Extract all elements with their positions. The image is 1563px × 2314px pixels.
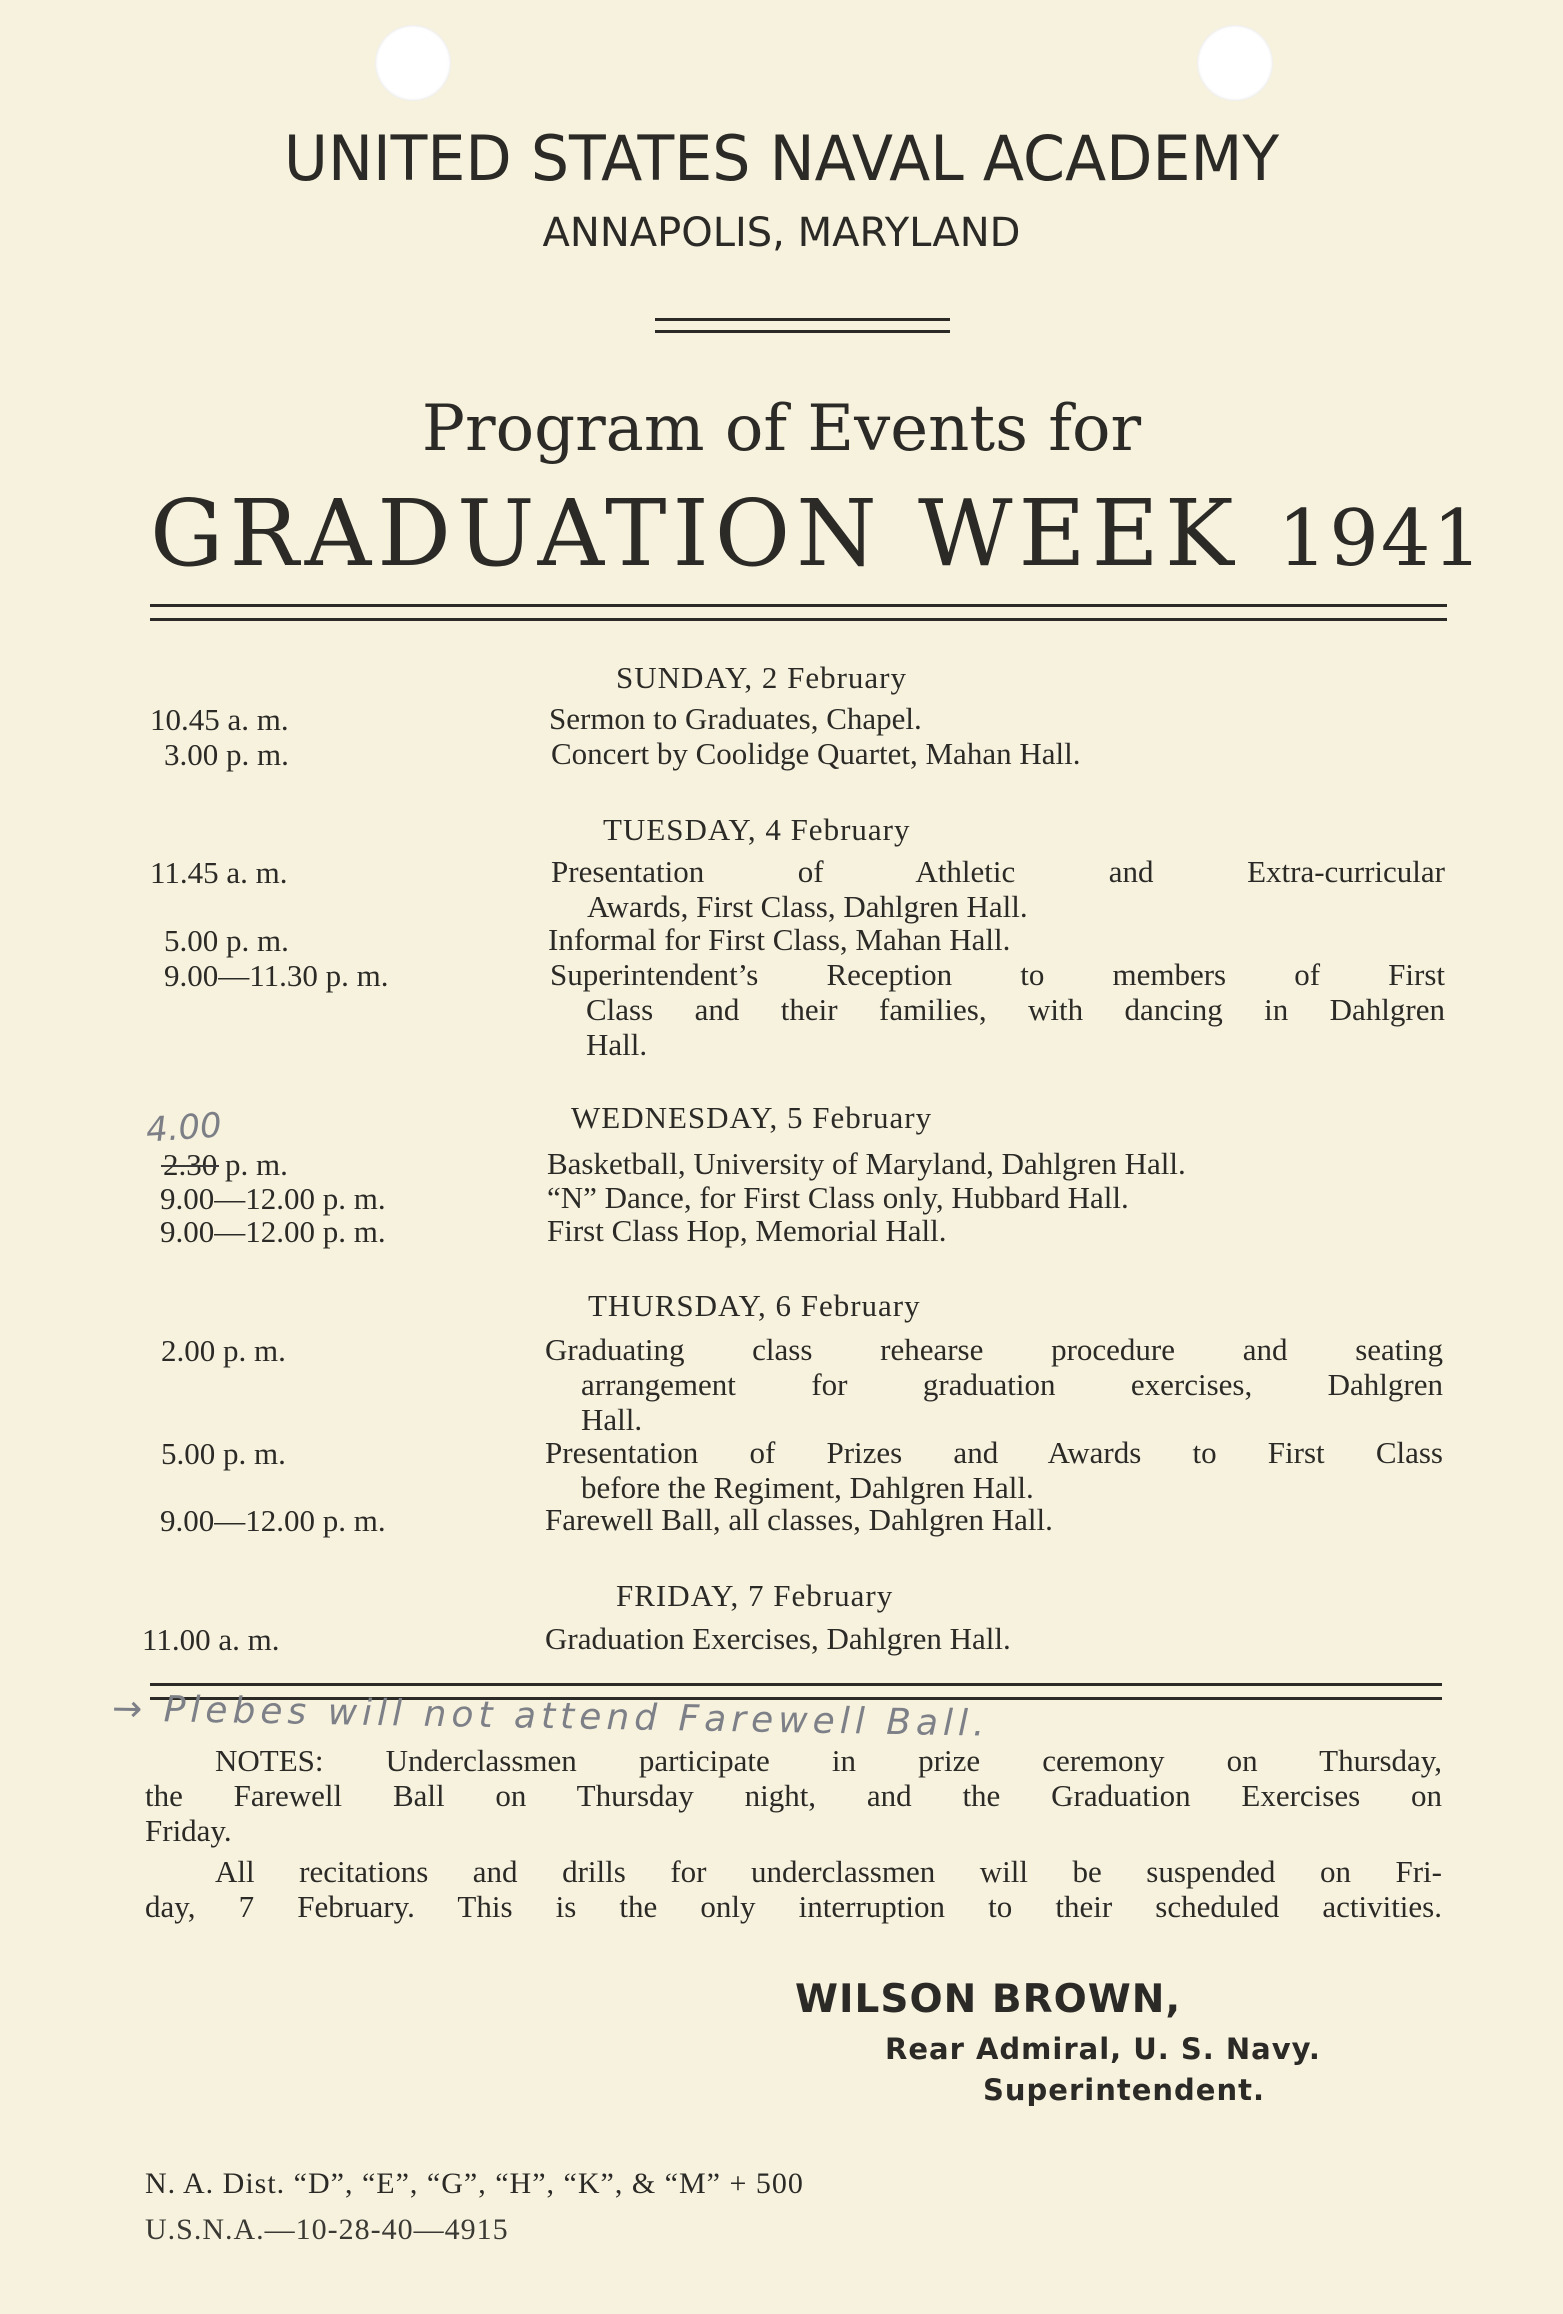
punch-hole-right — [1197, 25, 1273, 101]
event-line: arrangement for graduation exercises, Dahlgren — [581, 1367, 1443, 1402]
event-time: 9.00—12.00 p. m. — [160, 1214, 386, 1249]
time-suffix: p. m. — [217, 1147, 288, 1182]
event-time — [163, 1147, 288, 1183]
event-line: before the Regiment, Dahlgren Hall. — [581, 1470, 1034, 1505]
page-title — [150, 480, 1485, 587]
notes-label: NOTES: — [215, 1743, 324, 1778]
institution-location: ANNAPOLIS, MARYLAND — [542, 210, 1021, 256]
event-time: 5.00 p. m. — [161, 1436, 286, 1471]
event-description — [545, 1621, 1443, 1656]
event-description — [547, 1180, 1452, 1215]
notes-text: Underclassmen participate in prize ceremony on Thursday, — [385, 1743, 1443, 1778]
pencil-time-correction: 4.00 — [144, 1105, 224, 1151]
event-description — [550, 957, 1445, 1062]
event-description — [547, 1213, 1452, 1248]
signatory-name: WILSON BROWN, — [795, 1977, 1182, 2022]
handwritten-note: → Plebes will not attend Farewell Ball. — [111, 1688, 990, 1745]
event-time: 9.00—12.00 p. m. — [160, 1181, 386, 1216]
day-heading-sunday: SUNDAY, 2 February — [616, 660, 907, 695]
event-line: Presentation of Athletic and Extra-curricular — [551, 854, 1445, 889]
event-line: Graduating class rehearse procedure and seating — [545, 1332, 1443, 1367]
event-line: Hall. — [586, 1027, 648, 1062]
event-line: Superintendent’s Reception to members of First — [550, 957, 1445, 992]
day-heading-thursday: THURSDAY, 6 February — [588, 1288, 921, 1323]
event-line: Awards, First Class, Dahlgren Hall. — [587, 889, 1028, 924]
event-description — [551, 854, 1445, 924]
program-subtitle: Program of Events for — [421, 392, 1142, 466]
event-year: 1941 — [1277, 494, 1485, 584]
event-line: Concert by Coolidge Quartet, Mahan Hall. — [551, 736, 1081, 771]
event-time: 10.45 a. m. — [150, 702, 289, 737]
event-description — [545, 1435, 1443, 1505]
event-time: 11.00 a. m. — [142, 1622, 280, 1657]
event-time: 2.00 p. m. — [161, 1333, 286, 1368]
distribution-line: N. A. Dist. “D”, “E”, “G”, “H”, “K”, & “M” + 500 — [145, 2167, 804, 2200]
institution-name: UNITED STATES NAVAL ACADEMY — [283, 122, 1280, 195]
struck-time: 2.30 — [163, 1147, 218, 1182]
event-description — [549, 701, 1449, 736]
event-line: Hall. — [581, 1402, 643, 1437]
event-line: Class and their families, with dancing in Dahlgren — [586, 992, 1445, 1027]
event-time: 11.45 a. m. — [150, 855, 288, 890]
event-description — [548, 922, 1448, 957]
punch-hole-left — [375, 25, 451, 101]
event-time: 5.00 p. m. — [164, 923, 289, 958]
event-line: Graduation Exercises, Dahlgren Hall. — [545, 1621, 1011, 1656]
event-line: Presentation of Prizes and Awards to First Class — [545, 1435, 1443, 1470]
event-title: GRADUATION WEEK — [150, 480, 1240, 587]
event-description — [545, 1502, 1443, 1537]
signatory-rank: Rear Admiral, U. S. Navy. — [885, 2032, 1321, 2066]
print-code: U.S.N.A.—10-28-40—4915 — [145, 2213, 509, 2246]
day-heading-tuesday: TUESDAY, 4 February — [603, 812, 911, 847]
event-line: Sermon to Graduates, Chapel. — [549, 701, 922, 736]
event-description — [551, 736, 1451, 771]
signatory-title: Superintendent. — [983, 2073, 1265, 2107]
notes-paragraph-2-line: day, 7 February. This is the only interruption to their scheduled activities. — [145, 1889, 1442, 1924]
notes-section — [145, 1743, 1442, 1924]
event-line: Farewell Ball, all classes, Dahlgren Hall. — [545, 1502, 1053, 1537]
notes-paragraph-1-line — [145, 1743, 1442, 1778]
notes-paragraph-1-line: the Farewell Ball on Thursday night, and the Graduation Exercises on — [145, 1778, 1442, 1813]
event-time: 9.00—12.00 p. m. — [160, 1503, 386, 1538]
event-line: Informal for First Class, Mahan Hall. — [548, 922, 1011, 957]
event-time: 3.00 p. m. — [164, 737, 289, 772]
event-line: Basketball, University of Maryland, Dahlgren Hall. — [547, 1146, 1186, 1181]
event-time: 9.00—11.30 p. m. — [164, 958, 389, 993]
event-line: First Class Hop, Memorial Hall. — [547, 1213, 947, 1248]
notes-paragraph-1-line: Friday. — [145, 1813, 232, 1848]
event-description — [547, 1146, 1452, 1181]
header-divider — [655, 318, 950, 333]
day-heading-wednesday: WEDNESDAY, 5 February — [571, 1100, 933, 1135]
title-divider — [150, 604, 1447, 621]
event-line: “N” Dance, for First Class only, Hubbard Hall. — [547, 1180, 1129, 1215]
notes-paragraph-2-line: All recitations and drills for underclassmen will be suspended on Fri- — [215, 1854, 1442, 1889]
day-heading-friday: FRIDAY, 7 February — [616, 1578, 894, 1613]
event-description — [545, 1332, 1443, 1437]
